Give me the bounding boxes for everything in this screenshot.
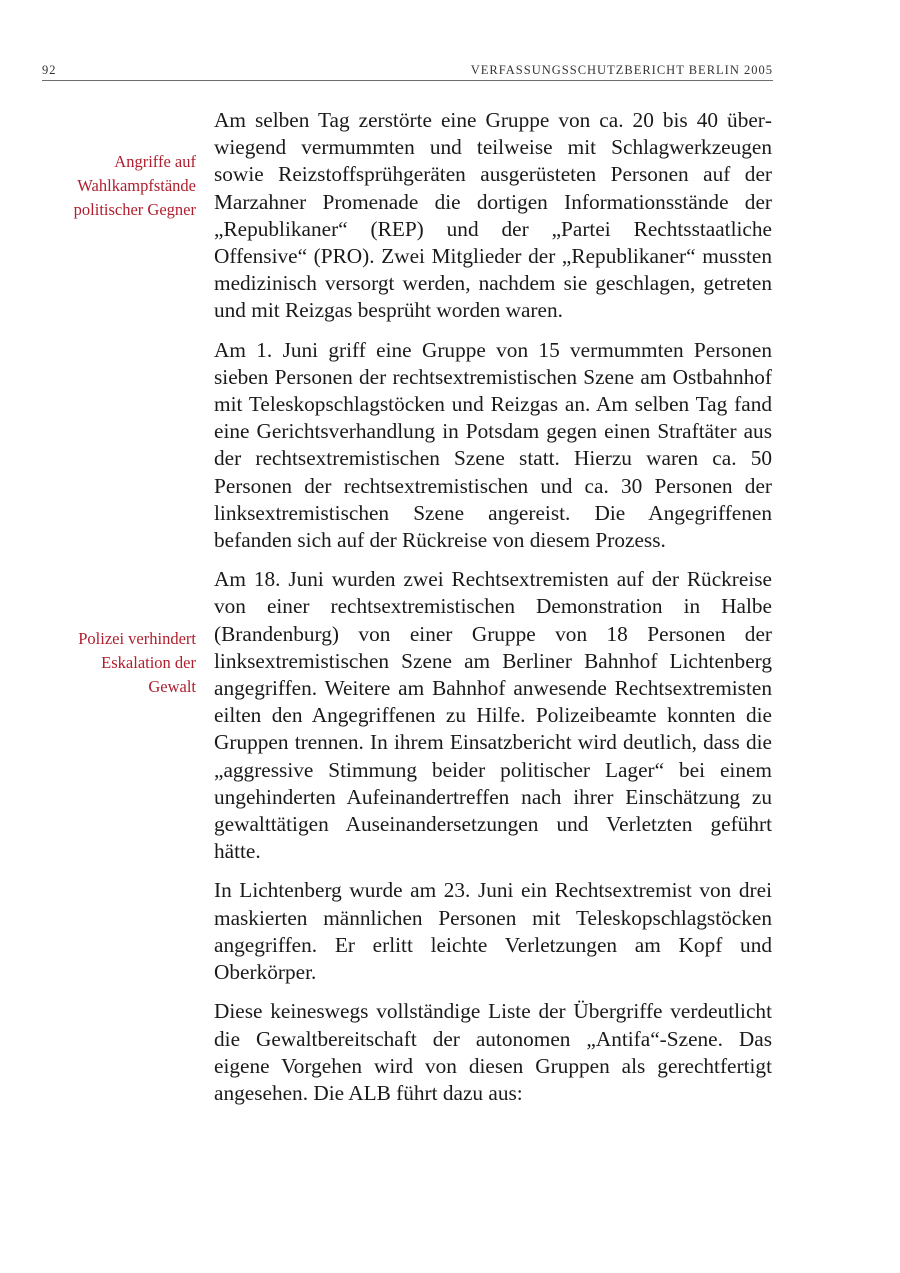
margin-note-line: Angriffe auf xyxy=(114,152,196,171)
paragraph-ostbahnhof-attack: Am 1. Juni griff eine Gruppe von 15 vermummten Personen sieben Personen der rechtsextremistischen Szene am Ostbahnhof mit Teleskopschlagstöcken und Reizgas an. Am selben Tag fand eine Gerichtsverhandlung in Potsdam gegen einen Straftäter aus der rechtsextremistischen Szene statt. Hierzu waren ca. 50 Personen der rechtsextremistischen und ca. 30 Personen der linksextremistischen Szene angereist. Die Angegriffenen befanden sich auf der Rückreise von diesem Prozess. xyxy=(214,337,772,553)
margin-note-line: Wahlkampfstände xyxy=(77,176,196,195)
publication-title: VERFASSUNGSSCHUTZBERICHT BERLIN 2005 xyxy=(470,63,773,77)
margin-note-attacks-on-campaign-stands xyxy=(26,150,196,222)
page-number: 92 xyxy=(42,63,57,77)
paragraph-violence-summary: Diese keineswegs vollständige Liste der Übergriffe verdeutlicht die Gewaltbereitschaft der autonomen „Antifa“-Szene. Das eigene Vorgehen wird von diesen Gruppen als gerechtfertigt angesehen. Die ALB führt dazu aus: xyxy=(214,999,772,1105)
margin-note-line: Polizei verhindert xyxy=(78,629,196,648)
running-header xyxy=(42,62,773,81)
margin-note-line: Gewalt xyxy=(148,677,196,696)
paragraph-lichtenberg-station-attack: Am 18. Juni wurden zwei Rechtsextremisten auf der Rückreise von einer rechtsextremistischen Demonstration in Halbe (Brandenburg) von einer Gruppe von 18 Personen der linksextremistischen Szene am Berliner Bahnhof Lichtenberg angegriffen. Weitere am Bahnhof anwesende Rechtsextremisten eilten den Angegriffenen zu Hilfe. Polizeibeamte konnten die Gruppen trennen. In ihrem Einsatzbericht wird deutlich, dass die „aggressive Stimmung beider politischer Lager“ bei einem ungehinderten Aufeinandertreffen nach ihrer Einschätzung zu gewalttätigen Auseinandersetzungen und Verletzten geführt hätte. xyxy=(214,567,772,864)
margin-note-police-prevent-escalation xyxy=(26,627,196,699)
paragraph-lichtenberg-june-23: In Lichtenberg wurde am 23. Juni ein Rechtsextremist von drei maskierten männlichen Personen mit Teleskopschlagstöcken angegriffen. Er erlitt leichte Verletzungen am Kopf und Oberkörper. xyxy=(214,878,772,985)
main-text-column xyxy=(214,107,772,1119)
margin-note-line: politischer Gegner xyxy=(73,200,196,219)
margin-note-line: Eskalation der xyxy=(101,653,196,672)
paragraph-marzahn-attack: Am selben Tag zerstörte eine Gruppe von ca. 20 bis 40 überwiegend vermummten und teilweise mit Schlagwerkzeugen sowie Reizstoffsprühgeräten ausgerüsteten Personen auf der Marzahner Promenade die dortigen Informationsstände der „Republikaner“ (REP) und der „Partei Rechtsstaatliche Offensive“ (PRO). Zwei Mitglieder der „Republikaner“ mussten medizinisch versorgt werden, nachdem sie geschlagen, getreten und mit Reizgas besprüht worden waren. xyxy=(214,108,772,323)
